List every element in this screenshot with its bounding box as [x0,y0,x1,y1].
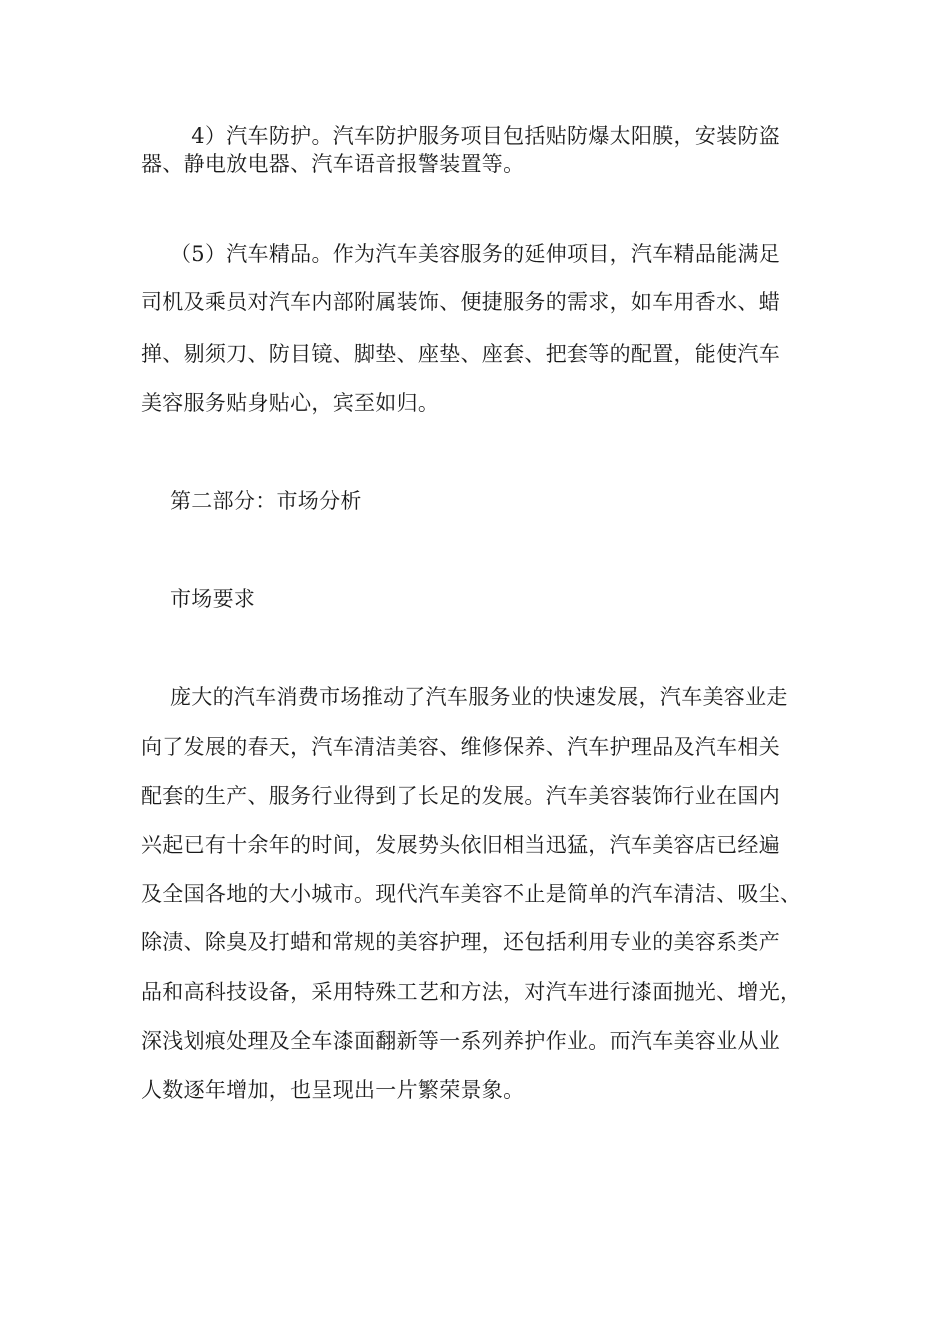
paragraph-line: 4）汽车防护。汽车防护服务项目包括贴防爆太阳膜，安装防盗 [170,124,781,148]
paragraph-line: 器、静电放电器、汽车语音报警装置等。 [141,152,525,176]
paragraph-line: 品和高科技设备，采用特殊工艺和方法，对汽车进行漆面抛光、增光， [141,980,802,1004]
paragraph-line: 庞大的汽车消费市场推动了汽车服务业的快速发展，汽车美容业走 [170,685,788,709]
paragraph-line: 除渍、除臭及打蜡和常规的美容护理，还包括利用专业的美容系类产 [141,930,780,954]
paragraph-line: 美容服务贴身贴心，宾至如归。 [141,391,440,415]
section-heading: 第二部分：市场分析 [170,489,362,513]
paragraph-line: 向了发展的春天，汽车清洁美容、维修保养、汽车护理品及汽车相关 [141,735,780,759]
paragraph-line: （5）汽车精品。作为汽车美容服务的延伸项目，汽车精品能满足 [170,242,781,266]
subsection-heading: 市场要求 [170,587,256,611]
paragraph-line: 及全国各地的大小城市。现代汽车美容不止是简单的汽车清洁、吸尘、 [141,882,802,906]
paragraph-line: 人数逐年增加，也呈现出一片繁荣景象。 [141,1078,525,1102]
paragraph-line: 兴起已有十余年的时间，发展势头依旧相当迅猛，汽车美容店已经遍 [141,833,780,857]
paragraph-line: 深浅划痕处理及全车漆面翻新等一系列养护作业。而汽车美容业从业 [141,1029,780,1053]
paragraph-line: 配套的生产、服务行业得到了长足的发展。汽车美容装饰行业在国内 [141,784,780,808]
paragraph-line: 掸、剔须刀、防目镜、脚垫、座垫、座套、把套等的配置，能使汽车 [141,342,780,366]
paragraph-line: 司机及乘员对汽车内部附属装饰、便捷服务的需求，如车用香水、蜡 [141,290,780,314]
